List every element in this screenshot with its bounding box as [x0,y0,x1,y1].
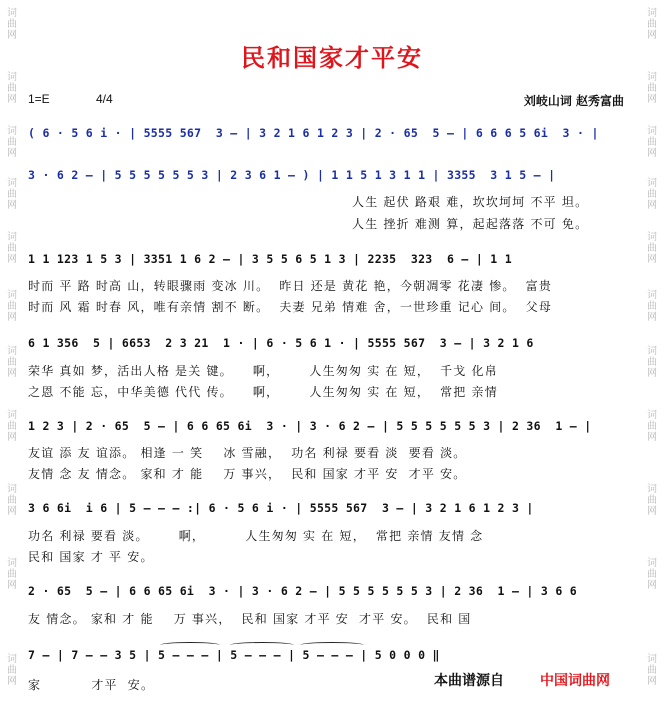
watermark-right-9: 词 曲 网 [647,484,657,517]
watermark-right-7: 词 曲 网 [647,346,657,379]
lyric-line-3a: 时而 平 路 时高 山，转眼骤雨 变冰 川。 昨日 还是 黄花 艳，今朝凋零 花凄 惨。 富贵 [28,279,553,293]
watermark-right-4: 词 曲 网 [647,178,657,211]
lyric-line-4a: 荣华 真如 梦，活出人格 是关 键。 啊， 人生匆匆 实 在 短， 千戈 化帛 [28,364,498,378]
lyric-line-3b: 时而 风 霜 时春 风，唯有亲情 割不 断。 夫妻 兄弟 情难 舍，一世珍重 记心 间。 父母 [28,300,553,314]
notation-line-8: 7 – | 7 – – 3 5 | 5 – – – | 5 – – – | 5 – – – | 5 0 0 0 ‖ [28,648,440,662]
notation-line-2: 3 · 6 2 – | 5 5 5 5 5 5 3 | 2 3 6 1 – ) | 1 1 5 1 3 1 1 | 3355 3 1 5 – | [28,168,556,182]
tie-arc [230,642,294,648]
watermark-right-8: 词 曲 网 [647,410,657,443]
lyric-line-2a: 人生 起伏 路艰 难，坎坎坷坷 不平 坦。 [352,195,589,209]
credits: 刘岐山词 赵秀富曲 [523,94,624,108]
watermark-left-6: 词 曲 网 [7,290,17,323]
lyric-line-4b: 之恩 不能 忘，中华美德 代代 传。 啊， 人生匆匆 实 在 短， 常把 亲情 [28,385,498,399]
tie-arc [160,642,220,648]
watermark-right-5: 词 曲 网 [647,232,657,265]
time-signature: 4/4 [96,92,113,106]
lyric-line-7a: 友 情念。 家和 才 能 万 事兴， 民和 国家 才平 安 才平 安。 民和 国 [28,612,472,626]
lyric-line-8a: 家 才平 安。 [28,678,155,692]
notation-line-7: 2 · 65 5 – | 6 6 65 6i 3 · | 3 · 6 2 – | 5 5 5 5 5 5 3 | 2 36 1 – | 3 6 6 [28,584,577,598]
tie-arc [300,642,364,648]
watermark-left-10: 词 曲 网 [7,558,17,591]
watermark-left-1: 词 曲 网 [7,8,17,41]
watermark-left-5: 词 曲 网 [7,232,17,265]
watermark-left-2: 词 曲 网 [7,72,17,105]
watermark-left-3: 词 曲 网 [7,126,17,159]
watermark-left-7: 词 曲 网 [7,346,17,379]
notation-line-5: 1 2 3 | 2 · 65 5 – | 6 6 65 6i 3 · | 3 · 6 2 – | 5 5 5 5 5 5 3 | 2 36 1 – | [28,419,592,433]
watermark-left-8: 词 曲 网 [7,410,17,443]
watermark-right-3: 词 曲 网 [647,126,657,159]
notation-line-6: 3 6 6i i 6 | 5 – – – :| 6 · 5 6 i · | 5555 567 3 – | 3 2 1 6 1 2 3 | [28,501,534,515]
notation-line-3: 1 1 123 1 5 3 | 3351 1 6 2 – | 3 5 5 6 5 1 3 | 2235 323 6 – | 1 1 [28,252,512,266]
watermark-left-11: 词 曲 网 [7,654,17,687]
watermark-right-11: 词 曲 网 [647,654,657,687]
lyric-line-2b: 人生 挫折 难测 算，起起落落 不可 免。 [352,217,589,231]
lyric-line-6b: 民和 国家 才 平 安。 [28,550,154,564]
lyric-line-5b: 友情 念 友 情念。 家和 才 能 万 事兴， 民和 国家 才平 安 才平 安。 [28,467,467,481]
key-signature: 1=E [28,92,50,106]
notation-line-4: 6 1 356 5 | 6653 2 3 21 1 · | 6 · 5 6 1 · | 5555 567 3 – | 3 2 1 6 [28,336,534,350]
watermark-right-2: 词 曲 网 [647,72,657,105]
song-title: 民和国家才平安 [241,44,423,72]
source-site-link[interactable]: 中国词曲网 [540,673,610,689]
notation-line-1: ( 6 · 5 6 i · | 5555 567 3 – | 3 2 1 6 1 2 3 | 2 · 65 5 – | 6 6 6 5 6i 3 · | [28,126,599,140]
watermark-right-1: 词 曲 网 [647,8,657,41]
source-label: 本曲谱源自 [434,673,504,689]
watermark-left-4: 词 曲 网 [7,178,17,211]
lyric-line-6a: 功名 利禄 要看 淡。 啊， 人生匆匆 实 在 短， 常把 亲情 友情 念 [28,529,484,543]
lyric-line-5a: 友谊 添 友 谊添。 相逢 一 笑 冰 雪融， 功名 利禄 要看 淡 要看 淡。 [28,446,467,460]
watermark-left-9: 词 曲 网 [7,484,17,517]
watermark-right-10: 词 曲 网 [647,558,657,591]
watermark-right-6: 词 曲 网 [647,290,657,323]
